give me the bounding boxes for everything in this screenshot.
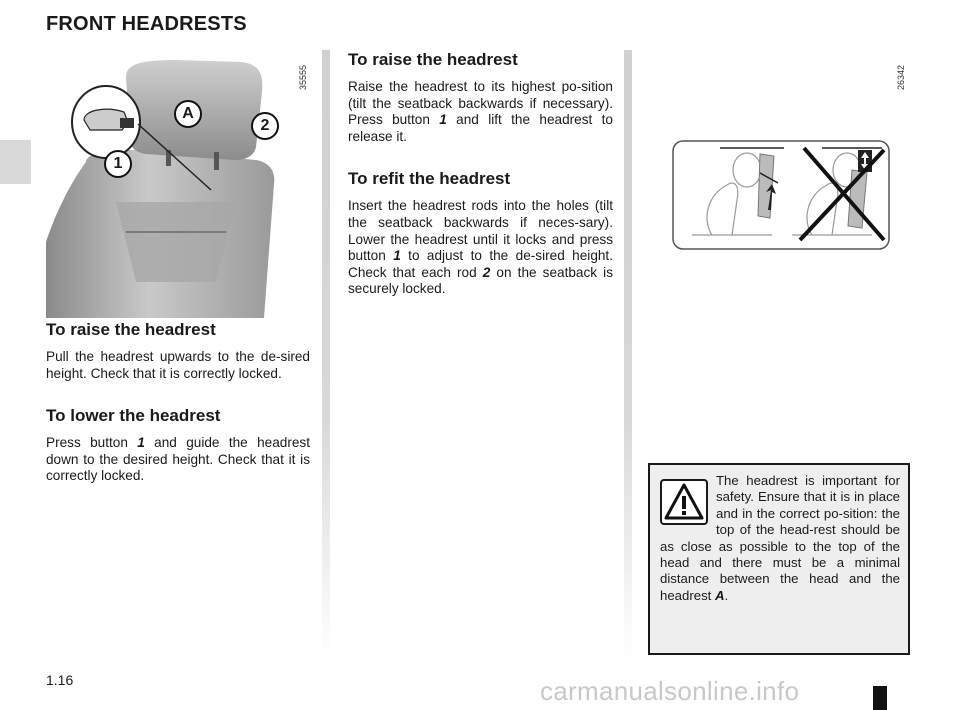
left-column [46,320,310,485]
corner-mark [873,686,887,710]
label-a: A [182,105,194,122]
middle-column [348,50,613,298]
figure-code-right: 26342 [896,64,906,90]
label-2-circle [251,112,279,140]
label-a-circle [174,100,202,128]
page-number: 1.16 [46,672,74,688]
column-divider-left [322,50,330,660]
column-divider-right [624,50,632,660]
text-raise-headrest-full: Raise the headrest to its highest po-sition (tilt the seatback backwards if necessary). Press button 1 and lift the headrest to release it. [348,79,613,144]
text-raise-headrest: Pull the headrest upwards to the de-sired height. Check that it is correctly locked. [46,349,310,381]
heading-lower-headrest: To lower the headrest [46,406,221,426]
watermark: carmanualsonline.info [540,676,800,706]
warning-triangle-icon [660,479,708,525]
warning-text: The headrest is important for safety. Ensure that it is in place and in the correct po-sition: the top of the head-rest should be as close as possible to the top of the head and there must be a minimal distance between the head and the headrest A. [660,473,900,603]
heading-refit-headrest: To refit the headrest [348,169,511,189]
section-tab [0,140,31,184]
label-1: 1 [113,155,123,172]
figure-code-left: 35555 [298,64,308,90]
headrest-position-figure [672,140,890,250]
text-refit-headrest: Insert the headrest rods into the holes (tilt the seatback backwards if neces-sary). Lower the headrest until it locks and press button 1 to adjust to the de-sired height. Check that each rod 2 on the seatback is securely locked. [348,198,613,297]
label-2: 2 [260,117,270,134]
warning-box [648,463,910,655]
page-title: FRONT HEADRESTS [46,13,247,35]
label-1-circle [104,150,132,178]
headrest-seat-figure [46,52,302,318]
text-lower-headrest: Press button 1 and guide the headrest down to the desired height. Check that it is correctly locked. [46,435,310,484]
heading-raise-headrest: To raise the headrest [46,320,216,339]
heading-raise-headrest-full: To raise the headrest [348,50,518,69]
